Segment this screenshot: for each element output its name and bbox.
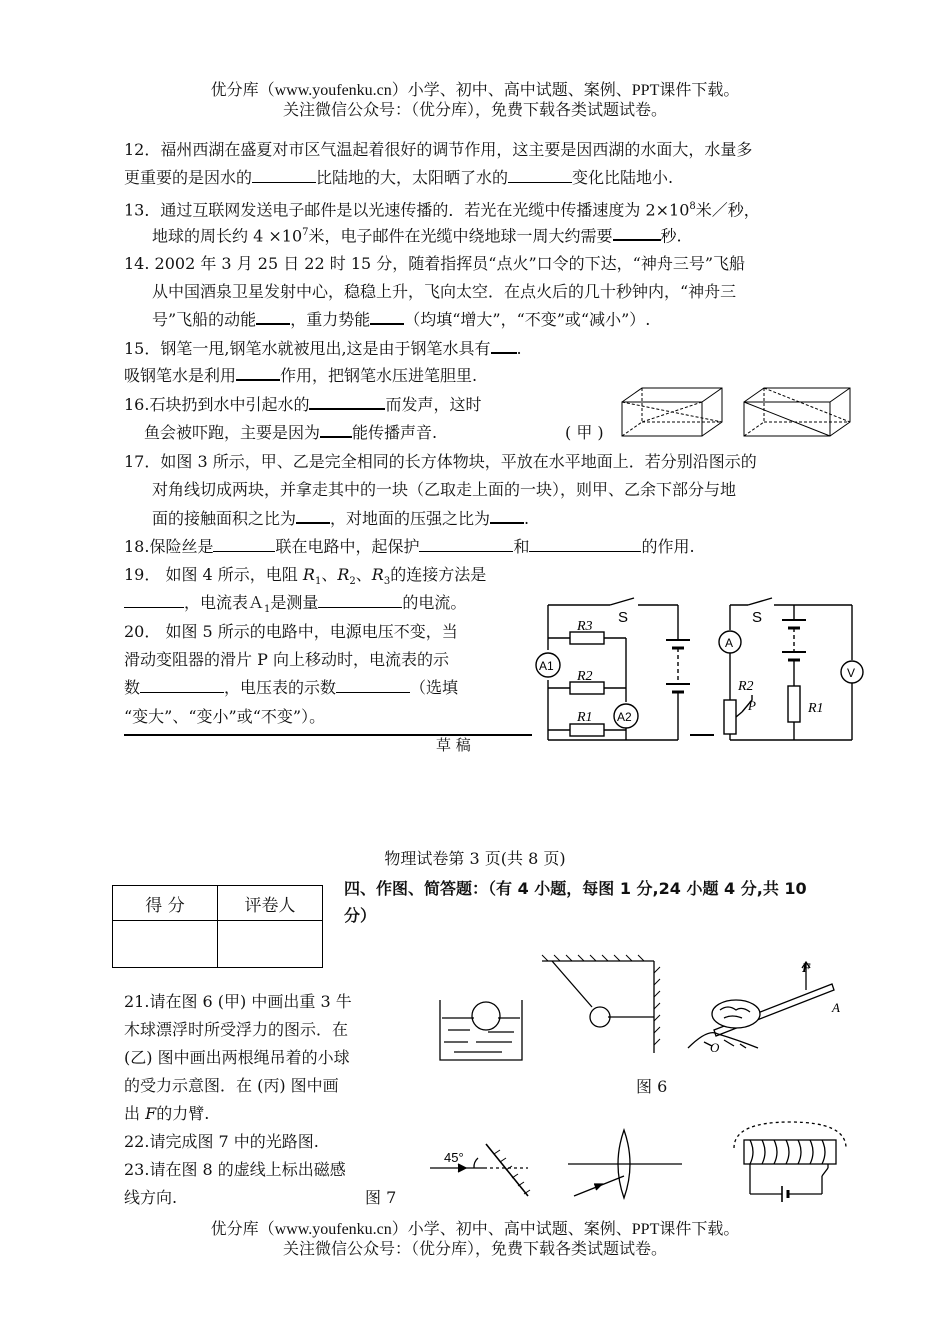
point-o-label: O [710, 1040, 720, 1055]
answer-blank[interactable] [491, 338, 517, 354]
footer-line-1: 优分库（www.youfenku.cn）小学、初中、高中试题、案例、PPT课件下载。 [210, 1221, 740, 1238]
point-a-label: A [832, 1000, 840, 1015]
question-14-line-2: 从中国酒泉卫星发射中心，稳稳上升，飞向太空．在点火后的几十秒钟内，“神舟三 [152, 282, 737, 301]
score-table [112, 885, 323, 968]
page-number: 物理试卷第 3 页(共 8 页) [384, 849, 566, 868]
answer-blank[interactable] [320, 422, 352, 438]
question-14-line-3: 号”飞船的动能 ，重力势能 （均填“增大”，“不变”或“减小”）. [152, 310, 651, 329]
question-12-line-2: 更重要的是因水的 比陆地的大，太阳晒了水的 变化比陆地小. [124, 168, 674, 187]
score-cell[interactable] [113, 921, 218, 968]
question-21-line-2: 木球漂浮时所受浮力的图示．在 [124, 1020, 349, 1039]
answer-blank[interactable] [508, 168, 572, 183]
answer-blank[interactable] [613, 225, 661, 241]
question-13-line-2: 地球的周长约 $4 \times 10^7$米，电子邮件在光缆中绕地球一周大约需要 秒. [152, 226, 682, 246]
question-12-line-1: 12．福州西湖在盛夏对市区气温起着很好的调节作用，这主要是因西湖的水面大，水量多 [124, 140, 753, 159]
question-21-line-1: 21.请在图 6 (甲) 中画出重 3 牛 [124, 992, 352, 1011]
question-18: 18.保险丝是 联在电路中，起保护 和 的作用. [124, 537, 695, 556]
figure-6-jia-container [432, 1000, 532, 1070]
question-17-line-3: 面的接触面积之比为 ，对地面的压强之比为 . [152, 509, 530, 528]
grader-label: 评卷人 [218, 886, 323, 921]
r2-label: R2 [577, 669, 593, 684]
answer-blank[interactable] [370, 309, 404, 325]
section-4-heading-line-2: 分） [344, 906, 377, 925]
answer-blank[interactable] [256, 309, 290, 325]
voltmeter-v-label: V [847, 666, 856, 680]
question-15-line-2: 吸钢笔水是利用 作用，把钢笔水压进笔胆里. [124, 366, 478, 385]
answer-blank[interactable] [419, 537, 513, 552]
answer-blank[interactable] [309, 394, 385, 410]
question-17-line-2: 对角线切成两块，并拿走其中的一块（乙取走上面的一块），则甲、乙余下部分与地 [152, 480, 737, 499]
answer-blank[interactable] [490, 508, 524, 524]
question-21-line-4: 的受力示意图．在 (丙) 图中画 [124, 1076, 339, 1095]
figure-7-mirror [428, 1138, 538, 1203]
question-22: 22.请完成图 7 中的光路图. [124, 1132, 319, 1151]
switch-s-label: S [618, 609, 629, 626]
header-line-1: 优分库（www.youfenku.cn）小学、初中、高中试题、案例、PPT课件下载。 [210, 82, 740, 99]
ammeter-a2-label: A2 [617, 710, 632, 724]
question-13-line-1: 13．通过互联网发送电子邮件是以光速传播的．若光在光缆中传播速度为 $2\times 10^8$米／秒， [124, 200, 760, 220]
slider-p-label: P [748, 698, 756, 713]
figure-6-bing-lever [684, 962, 844, 1057]
answer-blank[interactable] [124, 593, 184, 608]
switch-s-label: S [752, 609, 763, 626]
r1-label: R1 [808, 701, 824, 716]
question-23-line-1: 23.请在图 8 的虚线上标出磁感 [124, 1160, 346, 1179]
answer-blank[interactable] [296, 508, 330, 524]
answer-blank[interactable] [140, 678, 224, 693]
figure-4-circuit [538, 600, 698, 745]
answer-blank[interactable] [252, 168, 316, 183]
draft-line-left [124, 734, 532, 736]
answer-blank[interactable] [529, 537, 641, 552]
draft-label: 草 稿 [436, 736, 471, 754]
force-f-label: F [802, 960, 811, 975]
ammeter-a-label: A [725, 636, 734, 650]
figure-3-boxes [616, 382, 856, 442]
question-20-line-1: 20． 如图 5 所示的电路中，电源电压不变，当 [124, 622, 458, 641]
question-21-line-3: (乙) 图中画出两根绳吊着的小球 [124, 1048, 350, 1067]
figure-3-label-jia: ( 甲 ) [565, 423, 604, 442]
answer-blank[interactable] [236, 365, 280, 381]
figure-6-label: 图 6 [636, 1077, 668, 1096]
question-16-line-2: 鱼会被吓跑，主要是因为 能传播声音. [144, 423, 438, 442]
figure-7-label: 图 7 [365, 1188, 397, 1207]
figure-6-yi-hanging-ball [538, 955, 663, 1055]
grader-cell[interactable] [218, 921, 323, 968]
r1-label: R1 [577, 710, 593, 725]
question-16-line-1: 16.石块扔到水中引起水的 而发声，这时 [124, 395, 482, 414]
question-20-line-2: 滑动变阻器的滑片 P 向上移动时，电流表的示 [124, 650, 449, 669]
footer-line-2: 关注微信公众号：（优分库），免费下载各类试题试卷。 [282, 1241, 667, 1258]
r2-label: R2 [738, 679, 754, 694]
section-4-heading-line-1: 四、作图、简答题：（有 4 小题，每图 1 分,24 小题 4 分,共 10 [344, 879, 807, 898]
ammeter-a1-label: A1 [539, 659, 554, 673]
header-line-2: 关注微信公众号：（优分库），免费下载各类试题试卷。 [282, 102, 667, 119]
question-20-line-3: 数 ，电压表的示数 （选填 [124, 678, 459, 697]
question-20-line-4: “变大”、“变小”或“不变”）。 [124, 707, 326, 726]
r3-label: R3 [577, 619, 593, 634]
question-17-line-1: 17．如图 3 所示，甲、乙是完全相同的长方体物块，平放在水平地面上．若分别沿图示的 [124, 452, 757, 471]
answer-blank[interactable] [318, 593, 402, 608]
answer-blank[interactable] [213, 537, 275, 552]
question-19-line-2: ，电流表Ａ$_1$是测量 的电流。 [124, 592, 466, 621]
score-label: 得 分 [113, 886, 218, 921]
question-19-line-1: 19． 如图 4 所示，电阻 $R_1$、$R_2$、$R_3$的连接方法是 [124, 565, 487, 588]
question-15-line-1: 15．钢笔一甩,钢笔水就被甩出,这是由于钢笔水具有 . [124, 339, 522, 358]
question-21-line-5: 出 F的力臂. [124, 1104, 210, 1123]
figure-7-lens [566, 1128, 684, 1203]
question-23-line-2: 线方向. [124, 1188, 178, 1207]
figure-5-circuit [712, 600, 862, 745]
answer-blank[interactable] [336, 678, 410, 693]
figure-8-solenoid [728, 1118, 858, 1208]
angle-45-label: 45° [444, 1150, 464, 1165]
question-14-line-1: 14. 2002 年 3 月 25 日 22 时 15 分，随着指挥员“点火”口令的下达，“神舟三号”飞船 [124, 254, 746, 273]
